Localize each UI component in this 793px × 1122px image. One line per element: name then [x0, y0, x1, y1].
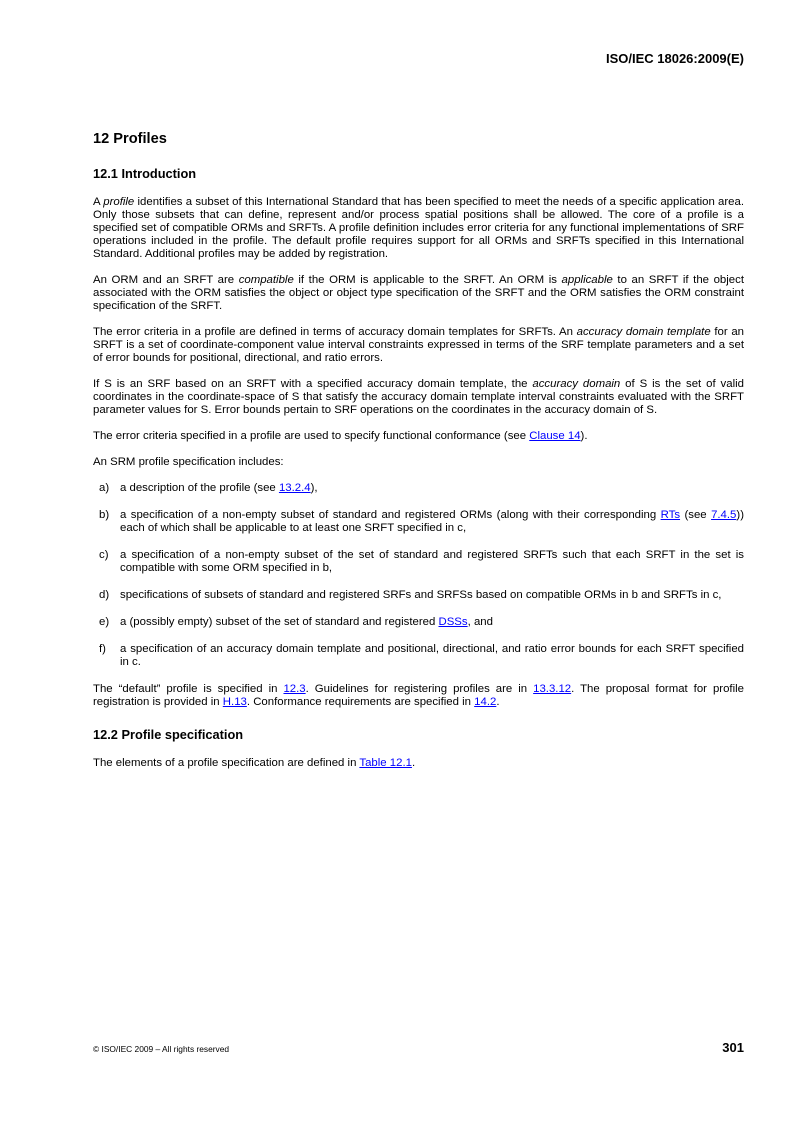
link-clause-14[interactable]: Clause 14 — [529, 430, 581, 442]
subsection-title: Profile specification — [121, 727, 244, 742]
list-item: f) a specification of an accuracy domain template and positional, directional, and ratio error bounds for each SRFT specified in c. — [99, 643, 744, 668]
page-number: 301 — [722, 1040, 744, 1055]
page-content — [93, 130, 744, 783]
section-heading — [93, 130, 744, 148]
profile-spec-list — [93, 482, 744, 669]
list-item: e) a (possibly empty) subset of the set of standard and registered DSSs, and — [99, 616, 493, 628]
subsection-number: 12.2 — [93, 727, 118, 742]
paragraph-profile-includes: An SRM profile specification includes: — [93, 456, 284, 468]
subsection-heading-introduction — [93, 166, 744, 182]
list-item: d) specifications of subsets of standard and registered SRFs and SRFSs based on compatible ORMs in b and SRFTs in c, — [99, 589, 722, 601]
copyright-footer: © ISO/IEC 2009 – All rights reserved — [93, 1044, 230, 1054]
link-14-2[interactable]: 14.2 — [474, 696, 497, 708]
link-rts[interactable]: RTs — [660, 509, 681, 521]
paragraph-error-criteria: The error criteria in a profile are defined in terms of accuracy domain templates for SRFTs. An accuracy domain template for an SRFT is a set of coordinate-component value interval constraints expressed in terms of the SRF template parameters and a set of error bounds for positional, directional, and ratio errors. — [93, 326, 744, 364]
paragraph-accuracy-domain: If S is an SRF based on an SRFT with a specified accuracy domain template, the accuracy domain of S is the set of valid coordinates in the coordinate-space of S that satisfy the accuracy domain template interval constraints evaluated with the SRFT parameter values for S. Error bounds pertain to SRF operations on the coordinates in the accuracy domain of S. — [93, 378, 744, 416]
subsection-heading-profile-specification — [93, 727, 744, 743]
link-13-2-4[interactable]: 13.2.4 — [278, 482, 311, 494]
paragraph-profile-definition: A profile identifies a subset of this International Standard that has been specified to meet the needs of a specific application area. Only those subsets that can define, represent and/or process spatial positions shall be allowed. The core of a profile is a specified set of compatible ORMs and SRFTs. A profile definition includes error criteria for any functional implementations of SRF operations included in the profile. The default profile requires support for all ORMs and SRFTs specified in this International Standard. Additional profiles may be added by registration. — [93, 196, 744, 260]
subsection-number: 12.1 — [93, 166, 118, 181]
link-7-4-5[interactable]: 7.4.5 — [711, 509, 737, 521]
paragraph-functional-conformance: The error criteria specified in a profile are used to specify functional conformance (see Clause 14). — [93, 430, 588, 442]
list-item: b) a specification of a non-empty subset of standard and registered ORMs (along with their corresponding RTs (see 7.4.5)) each of which shall be applicable to at least one SRFT specified in c, — [99, 509, 744, 534]
link-12-3[interactable]: 12.3 — [283, 683, 306, 695]
paragraph-default-profile: The “default” profile is specified in 12.3. Guidelines for registering profiles are in 13.3.12. The proposal format for profile registration is provided in H.13. Conformance requirements are specified in 14.2. — [93, 683, 744, 708]
link-table-12-1[interactable]: Table 12.1 — [359, 757, 412, 769]
list-item: a) a description of the profile (see 13.2.4), — [99, 482, 318, 494]
section-number: 12 — [93, 131, 110, 147]
paragraph-profile-elements: The elements of a profile specification are defined in Table 12.1. — [93, 757, 416, 769]
paragraph-compatible-definition: An ORM and an SRFT are compatible if the ORM is applicable to the SRFT. An ORM is applicable to an SRFT if the object associated with the ORM satisfies the object or object type specification of the SRFT and the ORM satisfies the ORM constraint specification of the SRFT. — [93, 274, 744, 312]
link-dsss[interactable]: DSSs — [438, 616, 468, 628]
document-id-header: ISO/IEC 18026:2009(E) — [605, 51, 744, 66]
link-h-13[interactable]: H.13 — [222, 696, 247, 708]
list-item: c) a specification of a non-empty subset of the set of standard and registered SRFTs such that each SRFT in the set is compatible with some ORM specified in b, — [99, 549, 744, 574]
link-13-3-12[interactable]: 13.3.12 — [533, 683, 572, 695]
section-title: Profiles — [113, 131, 167, 147]
subsection-title: Introduction — [121, 166, 197, 181]
